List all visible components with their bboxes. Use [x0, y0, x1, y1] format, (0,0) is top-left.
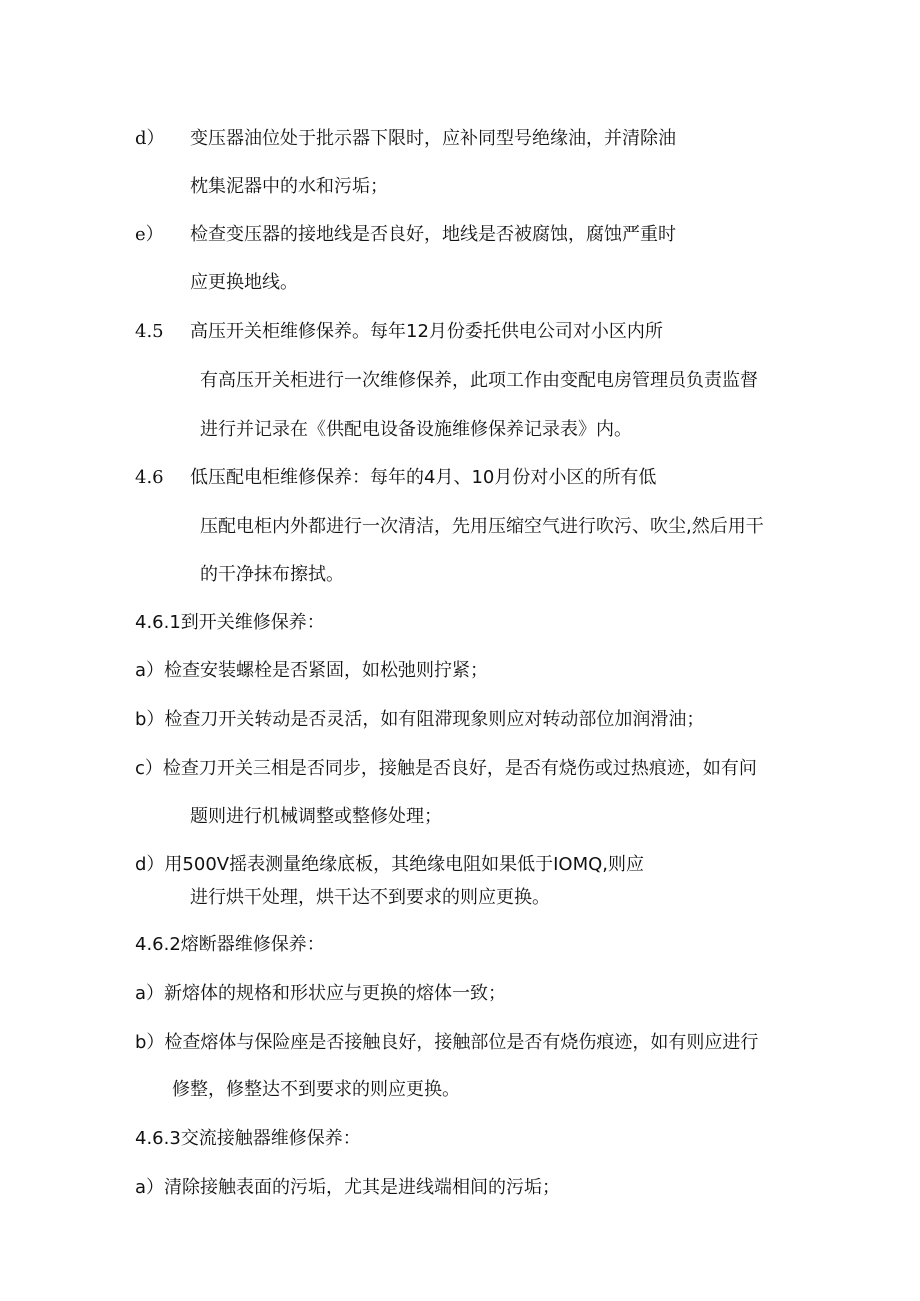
- section-4-6-line-2: 压配电柜内外都进行一次清洁，先用压缩空气进行吹污、吹尘,然后用干: [200, 516, 764, 537]
- section-4-6-1-item-b: b）检查刀开关转动是否灵活，如有阻滞现象则应对转动部位加润滑油；: [135, 709, 705, 730]
- section-4-6-line-1: 低压配电柜维修保养：每年的4月、10月份对小区的所有低: [190, 467, 657, 488]
- item-d-line-1: 变压器油位处于批示器下限时，应补同型号绝缘油，并清除油: [190, 128, 676, 149]
- item-d-line-2: 枕集泥器中的水和污垢；: [190, 176, 388, 197]
- item-e-line-1: 检查变压器的接地线是否良好，地线是否被腐蚀，腐蚀严重时: [190, 224, 676, 245]
- section-4-6-2-item-b-line-2: 修整，修整达不到要求的则应更换。: [172, 1079, 460, 1100]
- section-4-6-2-heading: 4.6.2熔断器维修保养：: [135, 934, 325, 955]
- section-4-5-line-2: 有高压开关柜进行一次维修保养，此项工作由变配电房管理员负责监督: [200, 370, 758, 391]
- section-4-6-3-item-a: a）清除接触表面的污垢，尤其是进线端相间的污垢；: [135, 1177, 561, 1198]
- section-4-6-2-item-b-line-1: b）检查熔体与保险座是否接触良好，接触部位是否有烧伤痕迹，如有则应进行: [135, 1032, 759, 1053]
- section-4-6-1-item-c-line-2: 题则进行机械调整或整修处理；: [190, 806, 442, 827]
- section-4-6-1-item-c-line-1: c）检查刀开关三相是否同步，接触是否良好，是否有烧伤或过热痕迹，如有问: [135, 758, 757, 779]
- section-4-6-1-heading: 4.6.1到开关维修保养：: [135, 612, 325, 633]
- item-e-line-2: 应更换地线。: [190, 272, 298, 293]
- section-4-5-number: 4.5: [135, 321, 164, 342]
- section-4-6-3-heading: 4.6.3交流接触器维修保养：: [135, 1128, 361, 1149]
- section-4-6-1-item-a: a）检查安装螺栓是否紧固，如松弛则拧紧；: [135, 660, 489, 681]
- section-4-5-line-1: 高压开关柜维修保养。每年12月份委托供电公司对小区内所: [190, 321, 663, 342]
- item-label-d: d）: [135, 128, 165, 149]
- section-4-6-2-item-a: a）新熔体的规格和形状应与更换的熔体一致；: [135, 983, 507, 1004]
- section-4-6-number: 4.6: [135, 467, 164, 488]
- section-4-6-line-3: 的干净抹布擦拭。: [200, 564, 344, 585]
- section-4-5-line-3: 进行并记录在《供配电设备设施维修保养记录表》内。: [200, 419, 632, 440]
- section-4-6-1-item-d-line-2: 进行烘干处理，烘干达不到要求的则应更换。: [190, 887, 550, 908]
- section-4-6-1-item-d-line-1: d）用500V摇表测量绝缘底板，其绝缘电阻如果低于IOMQ,则应: [135, 854, 644, 875]
- item-label-e: e）: [135, 224, 164, 245]
